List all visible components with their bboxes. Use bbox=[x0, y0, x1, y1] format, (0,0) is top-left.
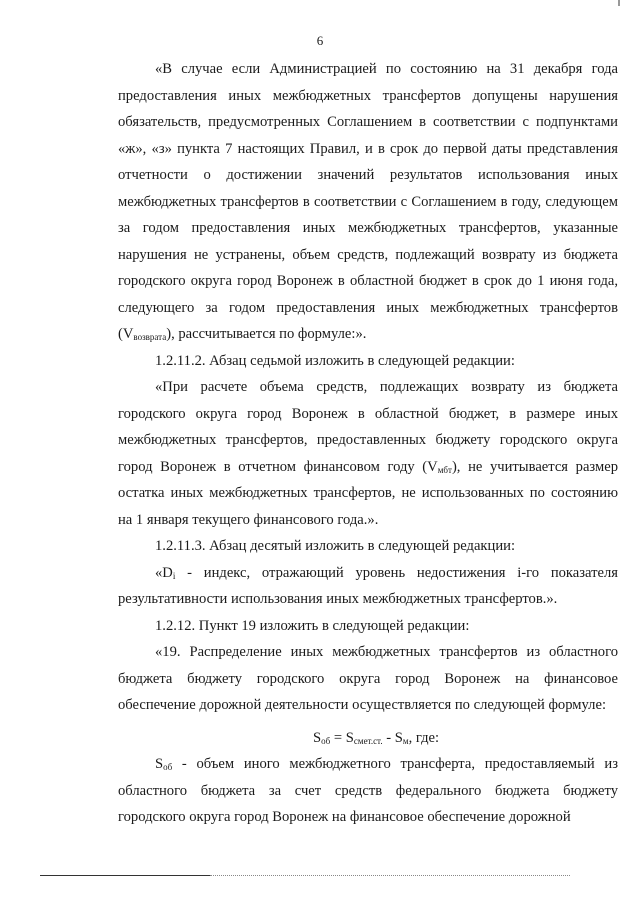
formula-symbol: S bbox=[313, 729, 322, 746]
subscript: об bbox=[163, 762, 173, 772]
paragraph-text: ), рассчитывается по формуле:». bbox=[166, 326, 367, 342]
footer-divider-dotted bbox=[210, 875, 570, 876]
paragraph-text: «D bbox=[155, 564, 173, 581]
paragraph-sob-definition bbox=[118, 751, 618, 831]
paragraph-amendment-7: 1.2.11.2. Абзац седьмой изложить в следующей редакции: bbox=[155, 352, 515, 369]
paragraph-text: ), не учитывается размер остатка иных межбюджетных трансфертов, не использованных по состоянию на 1 января текущего финансового года.». bbox=[118, 458, 618, 528]
page-number: 6 bbox=[316, 33, 324, 48]
paragraph-index-definition bbox=[118, 560, 618, 613]
formula-text: , где: bbox=[408, 729, 440, 746]
footer-divider bbox=[40, 875, 210, 876]
paragraph-amendment-19: 1.2.12. Пункт 19 изложить в следующей редакции: bbox=[155, 617, 470, 634]
paragraph-text: - объем иного межбюджетного трансферта, предоставляемый из областного бюджета за счет средств федерального бюджета бюджету городского округа город Воронеж на финансовое обеспечение дорожной bbox=[118, 756, 618, 825]
formula-text: - S bbox=[382, 729, 403, 746]
paragraph-amendment-10: 1.2.11.3. Абзац десятый изложить в следующей редакции: bbox=[155, 538, 516, 554]
paragraph-distribution: «19. Распределение иных межбюджетных трансфертов из областного бюджета бюджету городского округа город Воронеж на финансовое обеспечение дорожной деятельности осуществляется по следующей формуле: bbox=[118, 644, 618, 713]
subscript: м bbox=[402, 735, 409, 746]
paragraph-text: S bbox=[155, 756, 164, 772]
formula-text: = S bbox=[330, 729, 354, 746]
subscript: мбт bbox=[437, 464, 452, 475]
subscript: возврата bbox=[133, 332, 167, 342]
paragraph-text: «При расчете объема средств, подлежащих возврату из бюджета городского округа город Воронеж в областной бюджет, в размере иных межбюджетных трансфертов, предоставленных бюджету городского округа город Воронеж в отчетном финансовом году (V bbox=[118, 379, 618, 475]
subscript: i bbox=[172, 570, 176, 581]
paragraph-text: «В случае если Администрацией по состоянию на 31 декабря года предоставления иных межбюджетных трансфертов допущены нарушения обязательств, предусмотренных Соглашением в соответствии с подпунктами «ж», «з» пункта 7 настоящих Правил, и в срок до первой даты представления отчетности о достижении значений результатов использования иных межбюджетных трансфертов в соответствии с Соглашением в году, следующем за годом предоставления иных межбюджетных трансфертов, указанные нарушения не устранены, объем средств, подлежащий возврату из бюджета городского округа город Воронеж в областной бюджет в срок до 1 июня года, следующего за годом предоставления иных межбюджетных трансфертов (V bbox=[118, 61, 618, 342]
paragraph-return-volume bbox=[118, 56, 618, 348]
paragraph-text: - индекс, отражающий уровень недостижения i-го показателя результативности использования иных межбюджетных трансфертов.». bbox=[118, 564, 618, 607]
subscript: смет.ст. bbox=[353, 735, 383, 746]
corner-mark bbox=[618, 0, 620, 6]
subscript: об bbox=[321, 735, 331, 746]
paragraph-calculation bbox=[118, 374, 618, 533]
document-body bbox=[118, 56, 618, 831]
formula bbox=[118, 725, 618, 752]
